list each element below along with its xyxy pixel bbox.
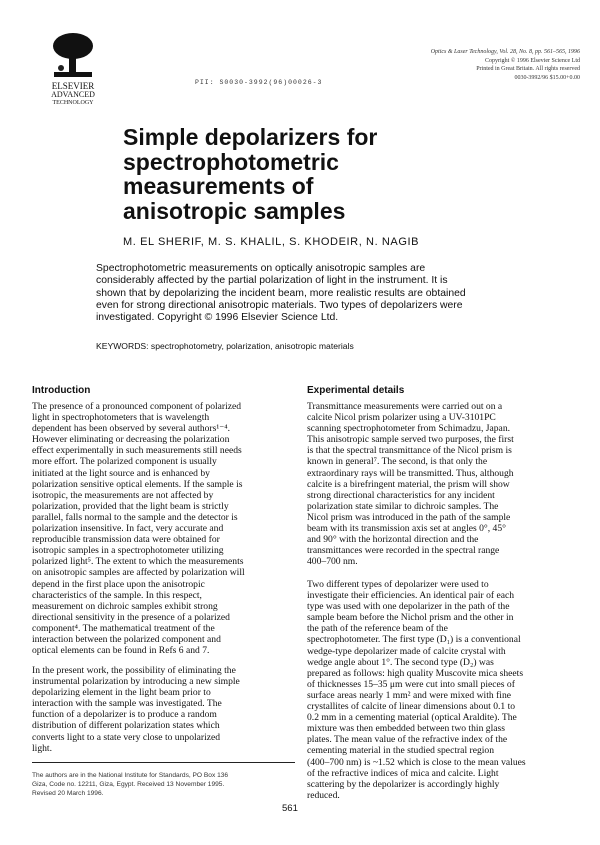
- text-line: initiated at the light source and is enhanced by: [32, 467, 210, 479]
- text-line: Revised 20 March 1996.: [32, 790, 104, 797]
- text-line: Two different types of depolarizer were used to: [307, 579, 489, 590]
- text-line: distribution of different polarization states which: [32, 720, 220, 732]
- journal-printed: Printed in Great Britain. All rights reserved: [476, 66, 580, 73]
- text-line: optical elements can be found in Refs 6 and 7.: [32, 645, 210, 657]
- text-line: polarization insensitive. In fact, very accurate and: [32, 523, 224, 535]
- text-line: more effort. The polarized component is usually: [32, 456, 217, 468]
- text-line: reproducible transmission data were obtained for: [32, 534, 220, 546]
- text-line: cementing material in the studied spectral region: [307, 745, 495, 757]
- text-line: polarization state similar to dichroic samples. The: [307, 500, 499, 512]
- text-line: extraordinary rays will be transmitted. Thus, although: [307, 467, 514, 479]
- text-line: isotropic, the measurements are not affected by: [32, 489, 214, 501]
- logo-line: TECHNOLOGY: [52, 100, 94, 106]
- experimental-paragraph-1: [307, 401, 514, 567]
- text-line: characteristics of the sample. In this respect,: [32, 589, 202, 601]
- journal-issn: 0030-3992/96 $15.00+0.00: [514, 74, 580, 81]
- text-line: Spectrophotometric measurements on optically anisotropic samples are: [96, 263, 426, 274]
- text-line: Giza, Code no. 12211, Giza, Egypt. Received 13 November 1995.: [32, 781, 225, 788]
- text-line: of the refractive indices of mica and calcite. Light: [307, 767, 499, 779]
- text-line: instrumental polarization by introducing a new simple: [32, 676, 240, 688]
- text-line: on anisotropic samples are affected by polarization will: [32, 567, 245, 579]
- text-line: even for strong directional anisotropic materials. Two types of depolarizers were: [96, 299, 463, 311]
- text-line: The authors are in the National Institute for Standards, PO Box 136: [32, 772, 229, 779]
- text-line: calcite is a birefringent material, the prism will show: [307, 478, 510, 490]
- text-line: crystallites of calcite of linear dimensions about 0.1 to: [307, 701, 516, 713]
- abstract: [96, 263, 466, 324]
- text-line: wedge-type depolarizer made of calcite crystal with: [307, 645, 506, 657]
- text-line: Nicol prism was introduced in the path of the sample: [307, 511, 511, 523]
- text-line: strong directional characteristics for any incident: [307, 489, 495, 501]
- text-line: beam with its transmission axis set at angles 0°, 45°: [307, 523, 506, 535]
- page-number: 561: [282, 803, 298, 814]
- text-line: shown that by depolarizing the incident beam, more realistic results are obtained: [96, 287, 466, 299]
- text-line: known in general⁷. The second, is that only the: [307, 456, 488, 468]
- text-line: converts light to a state very close to unpolarized: [32, 731, 221, 743]
- text-line: mixture was then embedded between two thin glass: [307, 723, 505, 735]
- introduction-paragraph-1: [32, 401, 245, 656]
- text-line: interaction between the polarized component and: [32, 633, 221, 645]
- authors: M. EL SHERIF, M. S. KHALIL, S. KHODEIR, N. NAGIB: [123, 236, 420, 248]
- text-line: 400–700 nm.: [307, 556, 358, 568]
- text-line: surface areas nearly 1 mm² and were mixed with fine: [307, 689, 511, 701]
- text-line: dependent has been observed by several authors¹⁻⁴.: [32, 423, 231, 435]
- text-line: interaction with the sample was investigated. The: [32, 698, 222, 710]
- text-line: light in spectrophotometers that is wavelength: [32, 412, 210, 424]
- text-line: measurements of: [123, 173, 314, 199]
- text-line: function of a depolarizer is to produce a random: [32, 709, 217, 721]
- journal-info: [431, 48, 580, 82]
- text-line: the path of the reference beam of the: [307, 623, 448, 635]
- text-line: and 90° with the horizontal direction and the: [307, 534, 479, 546]
- journal-copyright: Copyright © 1996 Elsevier Science Ltd: [484, 57, 580, 64]
- text-line: considerably affected by the partial polarization of light in the instrument. It is: [96, 275, 448, 287]
- text-line: calcite Nicol prism polarizer using a UV-3101PC: [307, 412, 496, 424]
- text-line: scattering by the depolarizer is accordingly highly: [307, 778, 500, 790]
- paper-title: [123, 125, 377, 223]
- text-line: However eliminating or decreasing the polarization: [32, 434, 230, 446]
- text-line: parallel, falls normal to the sample and the detector is: [32, 511, 238, 523]
- text-line: component⁴. The mathematical treatment of the: [32, 622, 215, 634]
- pii-code: PII: S0030-3992(96)00026-3: [195, 79, 323, 86]
- text-line: polarized light⁵. The extent to which the measurements: [32, 556, 244, 568]
- text-line: polarization, provided that the light beam is strictly: [32, 500, 229, 512]
- text-line: measurement on dichroic samples exhibit strong: [32, 600, 218, 612]
- experimental-paragraph-2: [307, 579, 526, 801]
- text-line: 0.2 mm in a cementing material (optical Araldite). The: [307, 712, 517, 724]
- logo-line: ELSEVIER: [51, 81, 95, 91]
- text-line: sample beam before the Nichol prism and the other in: [307, 612, 514, 624]
- text-line: (400–700 nm) is ~1.52 which is close to the mean values: [307, 756, 526, 768]
- text-line: depend in the first place upon the anisotropic: [32, 578, 205, 590]
- text-line: directional sensitivity in the presence of a polarized: [32, 611, 230, 623]
- logo-line: ADVANCED: [51, 90, 95, 99]
- text-line: scanning spectrophotometer from Schimadzu, Japan.: [307, 423, 511, 435]
- footnote-divider: [32, 762, 295, 763]
- text-line: type was used with one depolarizer in the path of the: [307, 601, 510, 613]
- journal-citation: Optics & Laser Technology, Vol. 28, No. 8, pp. 561–565, 1996: [430, 49, 580, 55]
- text-line: investigated. Copyright © 1996 Elsevier Science Ltd.: [96, 312, 339, 324]
- text-line: investigate their efficiencies. An identical pair of each: [307, 590, 515, 602]
- text-line: polarization sensitive optical elements. If the sample is: [32, 478, 243, 490]
- text-line: This anisotropic sample served two purposes, the first: [307, 434, 514, 446]
- footnote: [32, 771, 228, 798]
- text-line: is that the spectral transmittance of the Nicol prism is: [307, 445, 512, 457]
- text-line: spectrophotometric: [123, 148, 339, 175]
- text-line: effect experimentally in such measurements still needs: [32, 445, 242, 457]
- text-line: plates. The mean value of the refractive index of the: [307, 734, 508, 746]
- section-heading-experimental: Experimental details: [307, 385, 405, 396]
- text-line: wedge angle about 1°. The second type (D₂) was: [307, 656, 494, 668]
- introduction-paragraph-2: [32, 665, 240, 754]
- section-heading-introduction: Introduction: [32, 385, 91, 396]
- elsevier-tree-icon: [51, 32, 95, 78]
- text-line: Simple depolarizers for: [123, 124, 378, 150]
- text-line: depolarizing element in the light beam prior to: [32, 687, 211, 699]
- text-line: prepared as follows: high quality Muscovite mica sheets: [307, 667, 524, 679]
- text-line: In the present work, the possibility of eliminating the: [32, 665, 236, 676]
- text-line: of thicknesses 15–35 μm were cut into small pieces of: [307, 678, 515, 690]
- text-line: spectrophotometer. The first type (D₁) is a conventional: [307, 634, 521, 646]
- text-line: anisotropic samples: [123, 197, 346, 224]
- text-line: light.: [32, 742, 52, 754]
- text-line: isotropic samples in a spectrophotometer utilizing: [32, 545, 224, 557]
- text-line: transmittances were recorded in the spectral range: [307, 545, 500, 557]
- publisher-logo: [48, 32, 98, 107]
- text-line: Transmittance measurements were carried out on a: [307, 401, 503, 412]
- keywords: KEYWORDS: spectrophotometry, polarization, anisotropic materials: [96, 341, 354, 351]
- text-line: The presence of a pronounced component of polarized: [32, 401, 242, 412]
- text-line: reduced.: [307, 789, 340, 801]
